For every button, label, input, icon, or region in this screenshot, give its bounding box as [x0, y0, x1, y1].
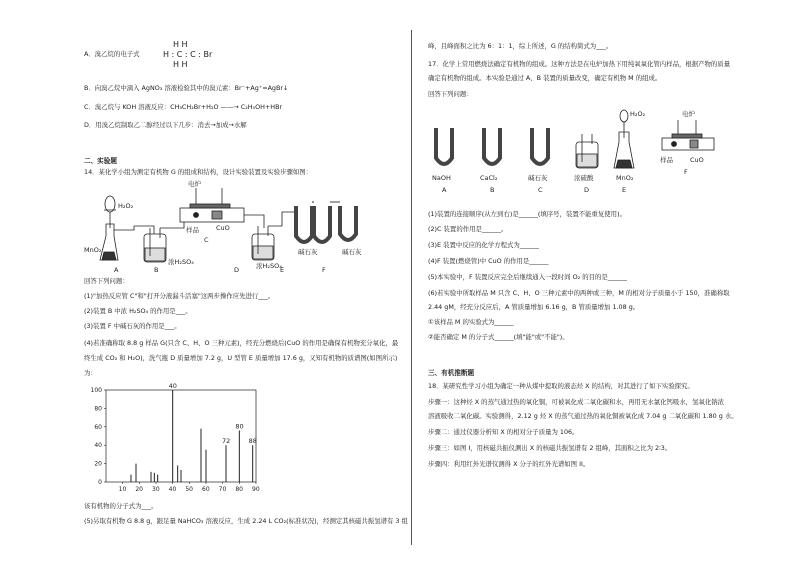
x-tick-50: 50	[185, 486, 193, 493]
label-f: F	[322, 266, 326, 274]
q18-step1a: 步骤一：这种烃 X 的蒸气通过热的氧化铜，可被氧化成二氧化碳和水，再用无水氯化钙吸水，氢氧化钠浓	[428, 398, 725, 406]
q17-stem-b: 确定有机物的组成。本实验是通过 A、B 装置的质量改变，确定有机物 M 的组成。	[428, 74, 662, 82]
chart-data-labels	[169, 382, 257, 445]
label-17-d: D	[584, 186, 590, 194]
y-tick-0: 0	[98, 479, 102, 486]
label-b: B	[154, 266, 159, 274]
q14-1: (1)"加热反应管 C"和"打开分液漏斗活塞"这两步操作应先进行___。	[84, 292, 275, 300]
tube-f	[662, 120, 714, 150]
chart-ticks	[91, 387, 260, 493]
u-tube-b	[484, 128, 500, 164]
lime-e-label: 碱石灰	[298, 248, 318, 256]
q17-1: (1)装置的连接顺序(从左到右)是______(填序号，装置不能重复使用)。	[428, 210, 626, 218]
furnace-label: 电炉	[188, 180, 201, 188]
q14-4b: 终生成 CO₂ 和 H₂O)，洗气瓶 D 质量增加 7.2 g，U 型管 E 质量增加 17.6 g，又知有机物的质谱图(如图所示)	[84, 354, 398, 362]
formula-top: H H	[173, 40, 188, 49]
electron-formula	[163, 40, 212, 70]
mass-spectrum-chart	[84, 382, 264, 494]
option-b-text: B．向溴乙烷中滴入 AgNO₃ 溶液检验其中的溴元素：Br⁻+Ag⁺=AgBr↓	[84, 84, 289, 92]
x-tick-90: 90	[252, 486, 260, 493]
answer-prompt-17: 回答下列问题：	[428, 90, 473, 98]
conc-h2so4-b: 浓H₂SO₄	[168, 258, 194, 266]
y-tick-80: 80	[94, 405, 102, 413]
formula-mid: H : C : C : Br	[163, 50, 213, 59]
q14-5: (5)另取有机物 G 8.8 g，跟足量 NaHCO₃ 溶液反应，生成 2.24 L CO₂(标准状况)，经测定其核磁共振氢谱有 3 组	[84, 517, 408, 525]
label-a: A	[114, 266, 119, 274]
option-a-text: A．溴乙烷的电子式	[84, 50, 140, 58]
lime-label-17: 碱石灰	[528, 174, 548, 182]
label-17-a: A	[442, 186, 447, 194]
mno2-label-17: MnO₂	[616, 174, 634, 182]
option-c-text: C．溴乙烷与 KOH 溶液反应：CH₃CH₂Br+H₂O ——→ C₂H₅OH+HBr	[84, 103, 283, 111]
u-tube-a	[436, 128, 452, 164]
q18-step1b: 溶液吸收二氧化碳。实验测得，2.12 g 烃 X 的蒸气通过热的氧化铜被氧化成 7.04 g 二氧化碳和 1.80 g 水。	[428, 412, 738, 420]
section-2-title: 二、实验题	[84, 157, 117, 165]
y-tick-100: 100	[90, 387, 102, 394]
right-column	[412, 0, 794, 562]
y-tick-20: 20	[94, 460, 102, 468]
label-e: E	[280, 266, 285, 274]
label-17-e: E	[622, 186, 627, 194]
q17-6b: 2.44 gM，经充分反应后，A 管质量增加 6.16 g，B 管质量增加 1.08 g。	[428, 303, 640, 311]
label-d: D	[234, 266, 240, 274]
y-tick-60: 60	[94, 423, 102, 431]
x-tick-70: 70	[218, 486, 227, 493]
h2o2-label-17: H₂O₂	[630, 110, 646, 118]
x-tick-30: 30	[152, 486, 160, 493]
cuo-label-c: CuO	[216, 224, 230, 232]
q17-2: (2)C 装置的作用是______。	[428, 225, 508, 233]
x-tick-60: 60	[202, 486, 210, 493]
chart-frame	[106, 390, 256, 482]
apparatus-14-f	[330, 202, 356, 240]
apparatus-14-d	[252, 212, 296, 260]
sample-label: 样品	[186, 226, 199, 234]
q17-5: (5)本实验中，F 装置反应完全后继续通入一段时间 O₂ 的目的是______	[428, 273, 627, 281]
peak-label-88: 88	[248, 437, 257, 446]
peak-label-80: 80	[235, 422, 244, 431]
q18-step3: 步骤三：如图 I，用核磁共振仪测出 X 的核磁共振氢谱有 2 组峰，其面积之比为 2∶3。	[428, 444, 672, 452]
q14-3: (3)装置 F 中碱石灰的作用是___。	[84, 322, 181, 330]
mno2-label-a: MnO₂	[84, 246, 102, 254]
sample-label-17: 样品	[660, 156, 673, 164]
q17-4: (4)F 装置(燃烧管)中 CuO 的作用是______	[428, 257, 549, 265]
cacl2-label: CaCl₂	[480, 174, 498, 182]
peak-label-72: 72	[222, 437, 231, 446]
q14-4a: (4)若准确称取 8.8 g 样品 G(只含 C、H、O 三种元素)，经充分燃烧后(CuO 的作用是确保有机物充分氧化，最	[84, 339, 399, 347]
x-tick-40: 40	[168, 486, 177, 493]
section-3-title: 三、有机推断题	[428, 369, 475, 377]
peak-label-40: 40	[168, 382, 177, 390]
u-tube-c	[532, 128, 548, 164]
y-tick-40: 40	[94, 442, 102, 450]
chart-axes	[106, 390, 256, 482]
q14-2: (2)装置 B 中浓 H₂SO₄ 的作用是___。	[84, 307, 192, 315]
bottle-d	[576, 134, 598, 168]
q17-3: (3)E 装置中反应的化学方程式为______	[428, 241, 539, 249]
q17-6d: ②能否确定 M 的分子式______(填"能"或"不能")。	[428, 333, 569, 341]
label-c: C	[204, 236, 209, 244]
q18-step4: 步骤四：利用红外光谱仪测得 X 分子的红外光谱如图 II。	[428, 460, 590, 468]
lime-f-label: 碱石灰	[342, 248, 362, 256]
conc-h2so4-17: 浓硫酸	[574, 174, 594, 182]
x-tick-20: 20	[135, 486, 143, 493]
label-17-b: B	[490, 186, 495, 194]
furnace-label-17: 电炉	[682, 110, 695, 118]
q17-stem-a: 17．化学上常用燃烧法确定有机物的组成。这种方法是在电炉加热下用纯氧氧化管内样品，根据产物的质量	[428, 60, 731, 68]
label-17-f: F	[684, 168, 688, 176]
apparatus-17	[428, 102, 728, 198]
q17-6a: (6)若实验中所取样品 M 只含 C、H、O 三种元素中的两种或三种，M 的相对分子质量小于 150，准确称取	[428, 289, 730, 297]
cuo-label-17: CuO	[690, 156, 704, 164]
q14-stem: 14．某化学小组为测定有机物 G 的组成和结构，设计实验装置及实验步骤如图：	[84, 168, 313, 176]
option-d-text: D．用溴乙烷制取乙二醇经过以下几步：消去→加成→水解	[84, 121, 247, 129]
chart-bars	[131, 390, 253, 482]
q18-step2: 步骤二：通过仪器分析知 X 的相对分子质量为 106。	[428, 428, 579, 436]
conc-h2so4-d: 浓H₂SO₄	[256, 262, 282, 270]
apparatus-14-e	[296, 202, 330, 242]
apparatus-14	[84, 178, 384, 274]
apparatus-14-c	[180, 188, 264, 228]
h2o2-label: H₂O₂	[118, 202, 134, 210]
naoh-label: NaOH	[432, 174, 451, 182]
answer-prompt-14: 回答下列问题：	[84, 277, 129, 285]
apparatus-14-b	[144, 218, 184, 262]
q18-stem: 18．某研究性学习小组为确定一种从煤中提取的液态烃 X 的结构，对其进行了如下实验探究。	[428, 382, 694, 390]
formula-bot: H H	[173, 60, 188, 69]
q14-5-cont: 峰，且峰面积之比为 6：1：1，综上所述，G 的结构简式为___。	[428, 42, 613, 50]
label-17-c: C	[538, 186, 543, 194]
x-tick-10: 10	[118, 486, 127, 493]
x-tick-80: 80	[235, 486, 243, 493]
q17-6c: ①该样品 M 的实验式为______	[428, 318, 514, 326]
q14-4c: 为：	[84, 369, 97, 377]
flask-e	[614, 110, 634, 168]
q14-4d: 该有机物的分子式为___。	[84, 502, 158, 510]
